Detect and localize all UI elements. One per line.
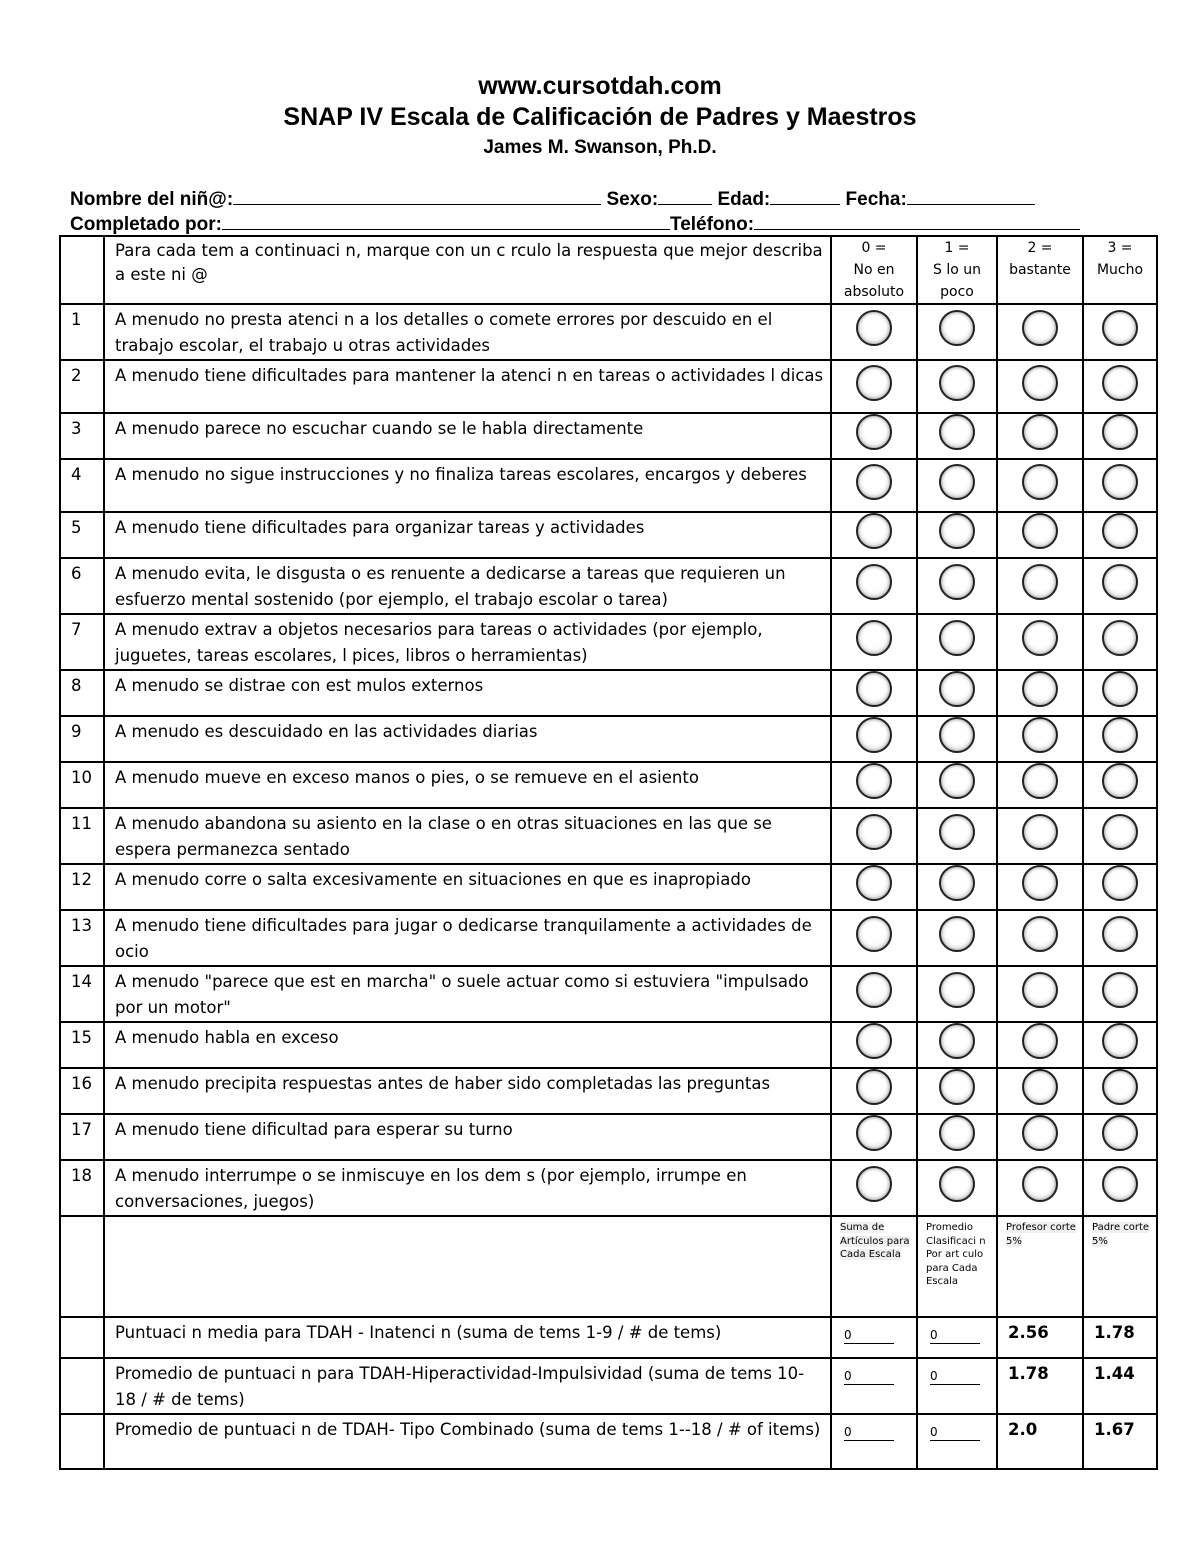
score-teacher-cutoff: 2.0: [997, 1414, 1083, 1469]
rating-circle-3[interactable]: [1102, 717, 1138, 753]
score-avg-value[interactable]: 0: [930, 1327, 980, 1344]
rating-circle-2[interactable]: [1022, 365, 1058, 401]
item-row: [60, 614, 1157, 670]
rating-cell-0: [831, 1160, 917, 1216]
score-sum-cell: [831, 1414, 917, 1469]
item-text: A menudo abandona su asiento en la clase o en otras situaciones en las que se espera permanezca sentado: [104, 808, 831, 864]
item-row: [60, 1114, 1157, 1160]
item-number: 15: [60, 1022, 104, 1068]
score-row: [60, 1317, 1157, 1358]
rating-circle-3[interactable]: [1102, 310, 1138, 346]
rating-cell-3: [1083, 614, 1157, 670]
item-number: 9: [60, 716, 104, 762]
item-row: [60, 1160, 1157, 1216]
summary-header-avg: [917, 1216, 997, 1317]
rating-cell-2: [997, 304, 1083, 360]
age-label: Edad:: [717, 189, 771, 210]
score-row: [60, 1414, 1157, 1469]
rating-cell-2: [997, 413, 1083, 459]
rating-circle-1[interactable]: [939, 763, 975, 799]
rating-circle-0[interactable]: [856, 1115, 892, 1151]
rating-circle-3[interactable]: [1102, 763, 1138, 799]
rating-cell-2: [997, 1022, 1083, 1068]
rating-cell-3: [1083, 1068, 1157, 1114]
rating-circle-1[interactable]: [939, 1115, 975, 1151]
item-number: 10: [60, 762, 104, 808]
item-row: [60, 360, 1157, 413]
rating-cell-2: [997, 966, 1083, 1022]
item-text: A menudo interrumpe o se inmiscuye en los dem s (por ejemplo, irrumpe en conversaciones, juegos): [104, 1160, 831, 1216]
rating-cell-3: [1083, 558, 1157, 614]
info-line-1: [70, 186, 1160, 211]
item-number: 8: [60, 670, 104, 716]
rating-cell-0: [831, 910, 917, 966]
rating-cell-0: [831, 304, 917, 360]
item-row: [60, 413, 1157, 459]
rating-cell-0: [831, 614, 917, 670]
summary-header-avg-text: Promedio Clasificaci n Por art culo para Cada Escala: [926, 1222, 986, 1287]
score-parent-cutoff: 1.67: [1083, 1414, 1157, 1469]
rating-cell-0: [831, 360, 917, 413]
rating-circle-2[interactable]: [1022, 717, 1058, 753]
item-number: 14: [60, 966, 104, 1022]
rating-cell-3: [1083, 512, 1157, 558]
rating-cell-1: [917, 762, 997, 808]
item-number: 18: [60, 1160, 104, 1216]
rating-circle-1[interactable]: [939, 717, 975, 753]
item-row: [60, 304, 1157, 360]
rating-circle-2[interactable]: [1022, 464, 1058, 500]
summary-empty-text: [104, 1216, 831, 1317]
rating-circle-3[interactable]: [1102, 1115, 1138, 1151]
score-parent-cutoff: 1.78: [1083, 1317, 1157, 1358]
rating-cell-0: [831, 512, 917, 558]
rating-cell-0: [831, 670, 917, 716]
summary-header-teacher: [997, 1216, 1083, 1317]
rating-cell-1: [917, 1022, 997, 1068]
score-avg-cell: [917, 1358, 997, 1414]
rating-circle-1[interactable]: [939, 1069, 975, 1105]
rating-circle-1[interactable]: [939, 972, 975, 1008]
rating-circle-2[interactable]: [1022, 916, 1058, 952]
rating-circle-2[interactable]: [1022, 671, 1058, 707]
score-sum-value[interactable]: 0: [844, 1424, 894, 1441]
rating-circle-3[interactable]: [1102, 865, 1138, 901]
score-label: Promedio de puntuaci n de TDAH- Tipo Combinado (suma de tems 1--18 / # of items): [104, 1414, 831, 1469]
rating-circle-0[interactable]: [856, 620, 892, 656]
score-num: [60, 1358, 104, 1414]
summary-header-parent: [1083, 1216, 1157, 1317]
rating-circle-0[interactable]: [856, 513, 892, 549]
score-sum-cell: [831, 1317, 917, 1358]
completed-by-field[interactable]: [222, 211, 670, 230]
scale-num-3: 3 =: [1107, 240, 1133, 256]
rating-circle-1[interactable]: [939, 414, 975, 450]
rating-cell-1: [917, 459, 997, 512]
rating-circle-1[interactable]: [939, 1023, 975, 1059]
summary-header-parent-text: Padre corte 5%: [1092, 1222, 1150, 1247]
score-num: [60, 1414, 104, 1469]
item-row: [60, 762, 1157, 808]
rating-circle-3[interactable]: [1102, 365, 1138, 401]
scale-header-2: [997, 236, 1083, 304]
score-avg-value[interactable]: 0: [930, 1368, 980, 1385]
item-row: [60, 910, 1157, 966]
rating-circle-3[interactable]: [1102, 814, 1138, 850]
rating-cell-3: [1083, 1114, 1157, 1160]
rating-circle-0[interactable]: [856, 717, 892, 753]
rating-circle-3[interactable]: [1102, 414, 1138, 450]
rating-cell-2: [997, 716, 1083, 762]
score-row: [60, 1358, 1157, 1414]
rating-circle-0[interactable]: [856, 365, 892, 401]
item-text: A menudo no presta atenci n a los detalles o comete errores por descuido en el trabajo escolar, el trabajo u otras actividades: [104, 304, 831, 360]
rating-cell-0: [831, 459, 917, 512]
score-avg-value[interactable]: 0: [930, 1424, 980, 1441]
rating-cell-1: [917, 864, 997, 910]
score-avg-cell: [917, 1317, 997, 1358]
website-heading: www.cursotdah.com: [478, 72, 722, 100]
phone-field[interactable]: [754, 211, 1080, 230]
rating-circle-2[interactable]: [1022, 1115, 1058, 1151]
item-row: [60, 1022, 1157, 1068]
rating-circle-2[interactable]: [1022, 972, 1058, 1008]
scale-header-1: [917, 236, 997, 304]
rating-circle-1[interactable]: [939, 865, 975, 901]
rating-cell-3: [1083, 762, 1157, 808]
rating-cell-2: [997, 1160, 1083, 1216]
item-number: 2: [60, 360, 104, 413]
rating-circle-2[interactable]: [1022, 620, 1058, 656]
rating-cell-3: [1083, 1022, 1157, 1068]
date-field[interactable]: [907, 186, 1035, 205]
rating-circle-0[interactable]: [856, 464, 892, 500]
rating-cell-1: [917, 1114, 997, 1160]
rating-cell-2: [997, 558, 1083, 614]
rating-cell-1: [917, 1160, 997, 1216]
rating-circle-0[interactable]: [856, 1023, 892, 1059]
rating-cell-0: [831, 413, 917, 459]
info-line-2: [70, 211, 1160, 236]
sex-label: Sexo:: [606, 189, 659, 210]
item-number: 17: [60, 1114, 104, 1160]
instruction: Para cada tem a continuaci n, marque con un c rculo la respuesta que mejor describa a este ni @: [104, 236, 831, 304]
scale-num-1: 1 =: [944, 240, 970, 256]
rating-circle-3[interactable]: [1102, 620, 1138, 656]
rating-cell-0: [831, 1068, 917, 1114]
sex-field[interactable]: [658, 186, 712, 205]
rating-circle-3[interactable]: [1102, 1069, 1138, 1105]
page-title: SNAP IV Escala de Calificación de Padres y Maestros: [283, 103, 917, 131]
item-row: [60, 808, 1157, 864]
item-number: 5: [60, 512, 104, 558]
item-number: 3: [60, 413, 104, 459]
score-sum-value[interactable]: 0: [844, 1327, 894, 1344]
rating-cell-1: [917, 558, 997, 614]
rating-circle-3[interactable]: [1102, 464, 1138, 500]
item-number: 11: [60, 808, 104, 864]
rating-cell-3: [1083, 670, 1157, 716]
item-text: A menudo es descuidado en las actividades diarias: [104, 716, 831, 762]
name-field[interactable]: [233, 186, 601, 205]
rating-cell-1: [917, 808, 997, 864]
rating-circle-1[interactable]: [939, 513, 975, 549]
rating-cell-2: [997, 1068, 1083, 1114]
rating-circle-2[interactable]: [1022, 513, 1058, 549]
rating-cell-0: [831, 762, 917, 808]
item-text: A menudo tiene dificultades para jugar o dedicarse tranquilamente a actividades de ocio: [104, 910, 831, 966]
rating-circle-3[interactable]: [1102, 1023, 1138, 1059]
rating-cell-2: [997, 670, 1083, 716]
item-number: 1: [60, 304, 104, 360]
rating-circle-0[interactable]: [856, 814, 892, 850]
rating-cell-1: [917, 910, 997, 966]
rating-circle-0[interactable]: [856, 310, 892, 346]
item-number: 12: [60, 864, 104, 910]
rating-cell-3: [1083, 459, 1157, 512]
rating-cell-3: [1083, 864, 1157, 910]
item-row: [60, 670, 1157, 716]
rating-circle-0[interactable]: [856, 865, 892, 901]
age-field[interactable]: [770, 186, 840, 205]
scale-header-0: [831, 236, 917, 304]
rating-cell-2: [997, 910, 1083, 966]
rating-circle-0[interactable]: [856, 972, 892, 1008]
rating-table: [59, 235, 1158, 1470]
item-text: A menudo corre o salta excesivamente en situaciones en que es inapropiado: [104, 864, 831, 910]
scale-label-0: No en absoluto: [843, 262, 905, 300]
score-sum-value[interactable]: 0: [844, 1368, 894, 1385]
rating-circle-1[interactable]: [939, 916, 975, 952]
rating-circle-2[interactable]: [1022, 564, 1058, 600]
rating-cell-1: [917, 716, 997, 762]
rating-cell-3: [1083, 910, 1157, 966]
rating-circle-3[interactable]: [1102, 1166, 1138, 1202]
score-parent-cutoff: 1.44: [1083, 1358, 1157, 1414]
rating-cell-1: [917, 966, 997, 1022]
score-avg-cell: [917, 1414, 997, 1469]
score-label: Puntuaci n media para TDAH - Inatenci n (suma de tems 1-9 / # de tems): [104, 1317, 831, 1358]
rating-circle-2[interactable]: [1022, 814, 1058, 850]
rating-circle-2[interactable]: [1022, 1166, 1058, 1202]
item-text: A menudo se distrae con est mulos externos: [104, 670, 831, 716]
score-label: Promedio de puntuaci n para TDAH-Hiperactividad-Impulsividad (suma de tems 10-18 / # de tems): [104, 1358, 831, 1414]
rating-circle-1[interactable]: [939, 671, 975, 707]
item-text: A menudo tiene dificultades para mantener la atenci n en tareas o actividades l dicas: [104, 360, 831, 413]
header-num-cell: [60, 236, 104, 304]
scale-label-2: bastante: [1009, 262, 1071, 278]
rating-cell-2: [997, 864, 1083, 910]
item-number: 6: [60, 558, 104, 614]
item-row: [60, 864, 1157, 910]
rating-cell-2: [997, 808, 1083, 864]
rating-circle-0[interactable]: [856, 564, 892, 600]
scale-header-3: [1083, 236, 1157, 304]
rating-cell-2: [997, 614, 1083, 670]
item-number: 16: [60, 1068, 104, 1114]
item-text: A menudo parece no escuchar cuando se le habla directamente: [104, 413, 831, 459]
rating-cell-0: [831, 808, 917, 864]
rating-cell-0: [831, 864, 917, 910]
name-label: Nombre del niñ@:: [70, 189, 234, 210]
item-row: [60, 966, 1157, 1022]
summary-header-row: [60, 1216, 1157, 1317]
summary-header-sum: [831, 1216, 917, 1317]
item-text: A menudo evita, le disgusta o es renuente a dedicarse a tareas que requieren un esfuerzo mental sostenido (por ejemplo, el trabajo escolar o tarea): [104, 558, 831, 614]
rating-circle-1[interactable]: [939, 814, 975, 850]
summary-empty-num: [60, 1216, 104, 1317]
rating-circle-1[interactable]: [939, 365, 975, 401]
item-text: A menudo extrav a objetos necesarios para tareas o actividades (por ejemplo, juguetes, tareas escolares, l pices, libros o herramientas): [104, 614, 831, 670]
item-text: A menudo tiene dificultad para esperar su turno: [104, 1114, 831, 1160]
item-row: [60, 1068, 1157, 1114]
rating-cell-1: [917, 1068, 997, 1114]
rating-cell-1: [917, 614, 997, 670]
rating-circle-2[interactable]: [1022, 865, 1058, 901]
rating-circle-3[interactable]: [1102, 513, 1138, 549]
rating-circle-0[interactable]: [856, 916, 892, 952]
rating-cell-3: [1083, 966, 1157, 1022]
rating-cell-2: [997, 360, 1083, 413]
completed-by-label: Completado por:: [70, 214, 222, 235]
rating-cell-1: [917, 304, 997, 360]
rating-cell-0: [831, 1114, 917, 1160]
item-number: 13: [60, 910, 104, 966]
item-text: A menudo no sigue instrucciones y no finaliza tareas escolares, encargos y deberes: [104, 459, 831, 512]
rating-cell-3: [1083, 304, 1157, 360]
rating-cell-2: [997, 512, 1083, 558]
rating-circle-0[interactable]: [856, 414, 892, 450]
rating-circle-1[interactable]: [939, 1166, 975, 1202]
header-row: [60, 236, 1157, 304]
rating-circle-3[interactable]: [1102, 671, 1138, 707]
item-row: [60, 512, 1157, 558]
rating-cell-0: [831, 966, 917, 1022]
score-teacher-cutoff: 1.78: [997, 1358, 1083, 1414]
score-sum-cell: [831, 1358, 917, 1414]
rating-circle-3[interactable]: [1102, 916, 1138, 952]
summary-header-sum-text: Suma de Artículos para Cada Escala: [840, 1222, 910, 1260]
rating-circle-0[interactable]: [856, 671, 892, 707]
rating-cell-3: [1083, 360, 1157, 413]
rating-circle-2[interactable]: [1022, 310, 1058, 346]
rating-cell-2: [997, 762, 1083, 808]
summary-header-teacher-text: Profesor corte 5%: [1006, 1222, 1076, 1247]
scale-label-3: Mucho: [1096, 262, 1144, 278]
author: James M. Swanson, Ph.D.: [483, 137, 717, 158]
rating-circle-2[interactable]: [1022, 1069, 1058, 1105]
rating-cell-1: [917, 670, 997, 716]
rating-cell-3: [1083, 413, 1157, 459]
date-label: Fecha:: [845, 189, 907, 210]
item-text: A menudo "parece que est en marcha" o suele actuar como si estuviera "impulsado por un motor": [104, 966, 831, 1022]
item-text: A menudo precipita respuestas antes de haber sido completadas las preguntas: [104, 1068, 831, 1114]
rating-circle-1[interactable]: [939, 464, 975, 500]
rating-circle-0[interactable]: [856, 1166, 892, 1202]
rating-circle-2[interactable]: [1022, 414, 1058, 450]
item-text: A menudo tiene dificultades para organizar tareas y actividades: [104, 512, 831, 558]
phone-label: Teléfono:: [670, 214, 755, 235]
rating-cell-1: [917, 512, 997, 558]
item-row: [60, 716, 1157, 762]
rating-cell-3: [1083, 808, 1157, 864]
score-teacher-cutoff: 2.56: [997, 1317, 1083, 1358]
rating-circle-1[interactable]: [939, 310, 975, 346]
rating-circle-3[interactable]: [1102, 564, 1138, 600]
rating-circle-2[interactable]: [1022, 763, 1058, 799]
rating-cell-0: [831, 1022, 917, 1068]
rating-cell-3: [1083, 716, 1157, 762]
item-text: A menudo mueve en exceso manos o pies, o se remueve en el asiento: [104, 762, 831, 808]
item-row: [60, 558, 1157, 614]
score-num: [60, 1317, 104, 1358]
item-number: 7: [60, 614, 104, 670]
rating-circle-2[interactable]: [1022, 1023, 1058, 1059]
rating-cell-2: [997, 459, 1083, 512]
rating-cell-1: [917, 413, 997, 459]
item-number: 4: [60, 459, 104, 512]
scale-num-2: 2 =: [1027, 240, 1053, 256]
scale-num-0: 0 =: [861, 240, 887, 256]
rating-cell-0: [831, 716, 917, 762]
item-row: [60, 459, 1157, 512]
rating-cell-0: [831, 558, 917, 614]
scale-label-1: S lo un poco: [933, 262, 981, 300]
rating-cell-3: [1083, 1160, 1157, 1216]
rating-circle-1[interactable]: [939, 620, 975, 656]
rating-circle-3[interactable]: [1102, 972, 1138, 1008]
rating-cell-1: [917, 360, 997, 413]
rating-cell-2: [997, 1114, 1083, 1160]
item-text: A menudo habla en exceso: [104, 1022, 831, 1068]
rating-circle-1[interactable]: [939, 564, 975, 600]
rating-circle-0[interactable]: [856, 1069, 892, 1105]
rating-circle-0[interactable]: [856, 763, 892, 799]
